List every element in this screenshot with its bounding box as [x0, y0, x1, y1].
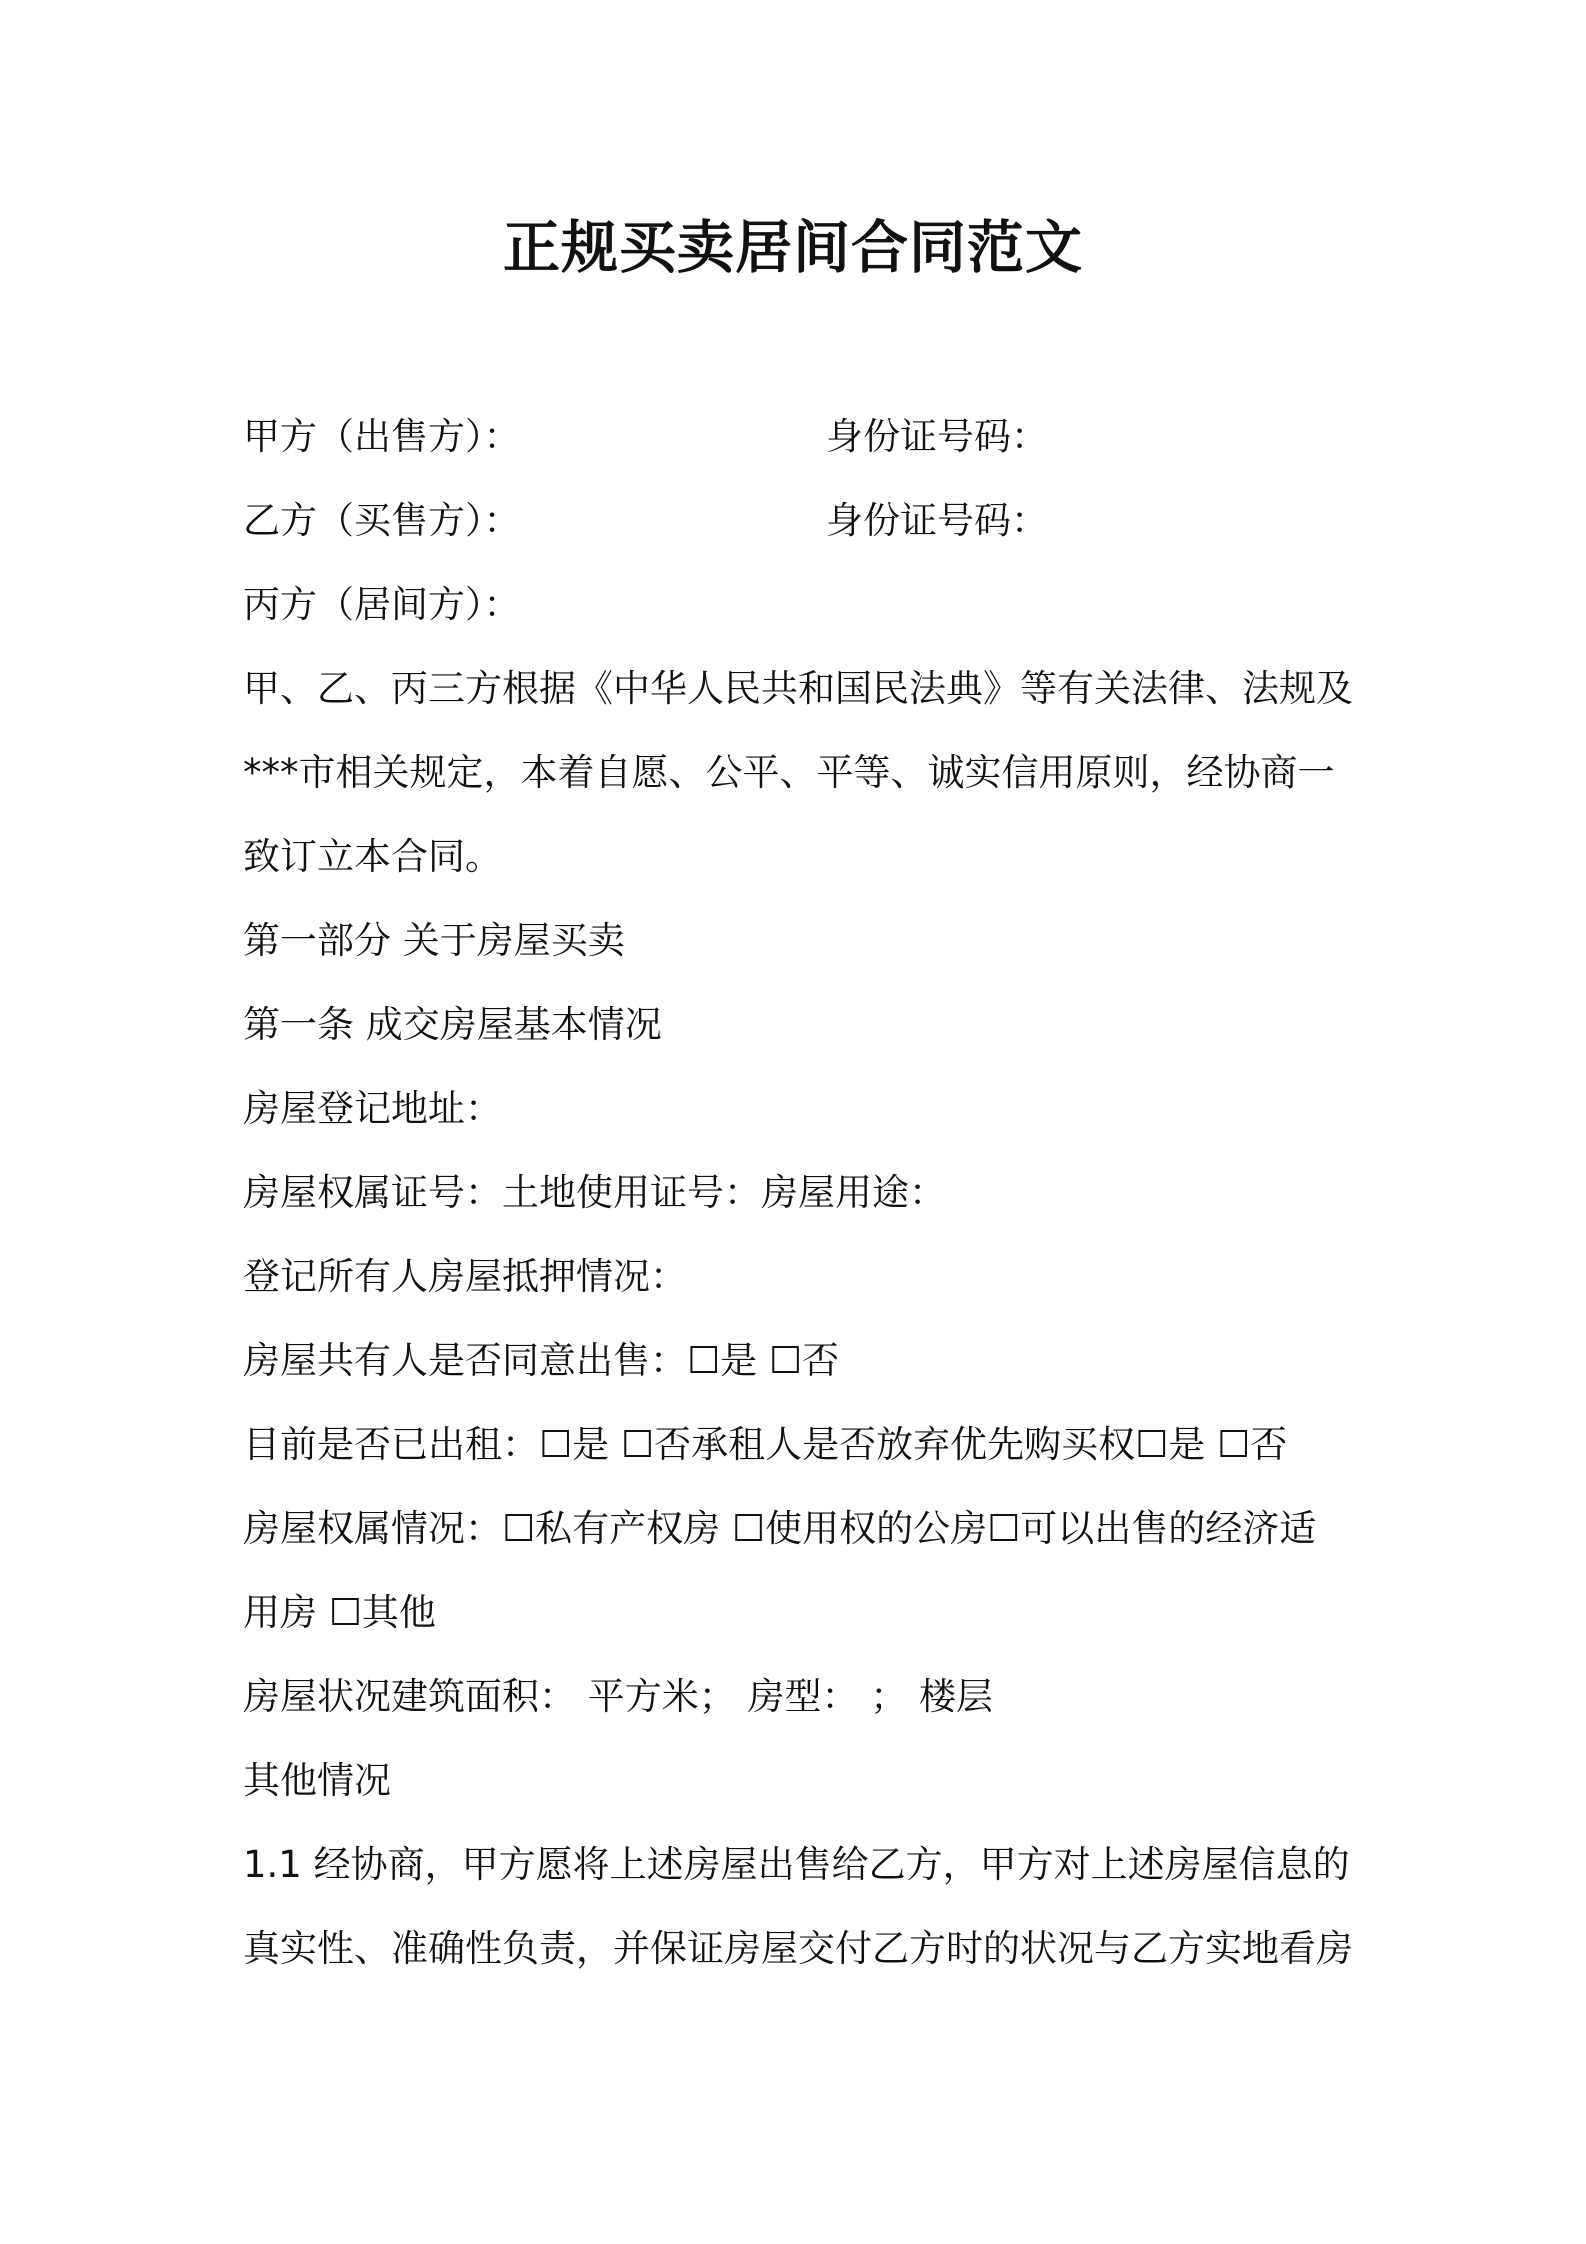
registration-address: 房屋登记地址： [243, 1087, 502, 1130]
preamble-line-2: ***市相关规定，本着自愿、公平、平等、诚实信用原则，经协商一 [243, 751, 1335, 794]
clause-1-1-line-2: 真实性、准确性负责，并保证房屋交付乙方时的状况与乙方实地看房 [243, 1927, 1353, 1970]
article-one-heading: 第一条 成交房屋基本情况 [243, 1003, 662, 1046]
party-c-label: 丙方（居间方）： [243, 583, 521, 626]
ownership-type-line-2: 用房 ☐其他 [243, 1591, 436, 1634]
party-a-label: 甲方（出售方）： [243, 415, 521, 458]
document-title: 正规买卖居间合同范文 [503, 215, 1083, 281]
ownership-certificate: 房屋权属证号：土地使用证号：房屋用途： [243, 1171, 946, 1214]
co-owner-consent: 房屋共有人是否同意出售：☐是 ☐否 [243, 1339, 840, 1382]
party-a-row [243, 412, 1048, 462]
party-a-id-label: 身份证号码： [826, 415, 1048, 458]
rental-status: 目前是否已出租：☐是 ☐否承租人是否放弃优先购买权☐是 ☐否 [243, 1423, 1288, 1466]
preamble-line-3: 致订立本合同。 [243, 835, 502, 878]
house-condition: 房屋状况建筑面积： 平方米； 房型： ； 楼层 [243, 1675, 994, 1718]
party-b-label: 乙方（买售方）： [243, 499, 521, 542]
party-b-row [243, 496, 1048, 546]
ownership-type-line-1: 房屋权属情况：☐私有产权房 ☐使用权的公房☐可以出售的经济适 [243, 1507, 1317, 1550]
mortgage-status: 登记所有人房屋抵押情况： [243, 1255, 687, 1298]
preamble-line-1: 甲、乙、丙三方根据《中华人民共和国民法典》等有关法律、法规及 [243, 667, 1353, 710]
part-one-heading: 第一部分 关于房屋买卖 [243, 919, 625, 962]
other-conditions: 其他情况 [243, 1759, 391, 1802]
party-b-id-label: 身份证号码： [826, 499, 1048, 542]
clause-1-1-line-1: 1.1 经协商，甲方愿将上述房屋出售给乙方，甲方对上述房屋信息的 [243, 1843, 1350, 1886]
